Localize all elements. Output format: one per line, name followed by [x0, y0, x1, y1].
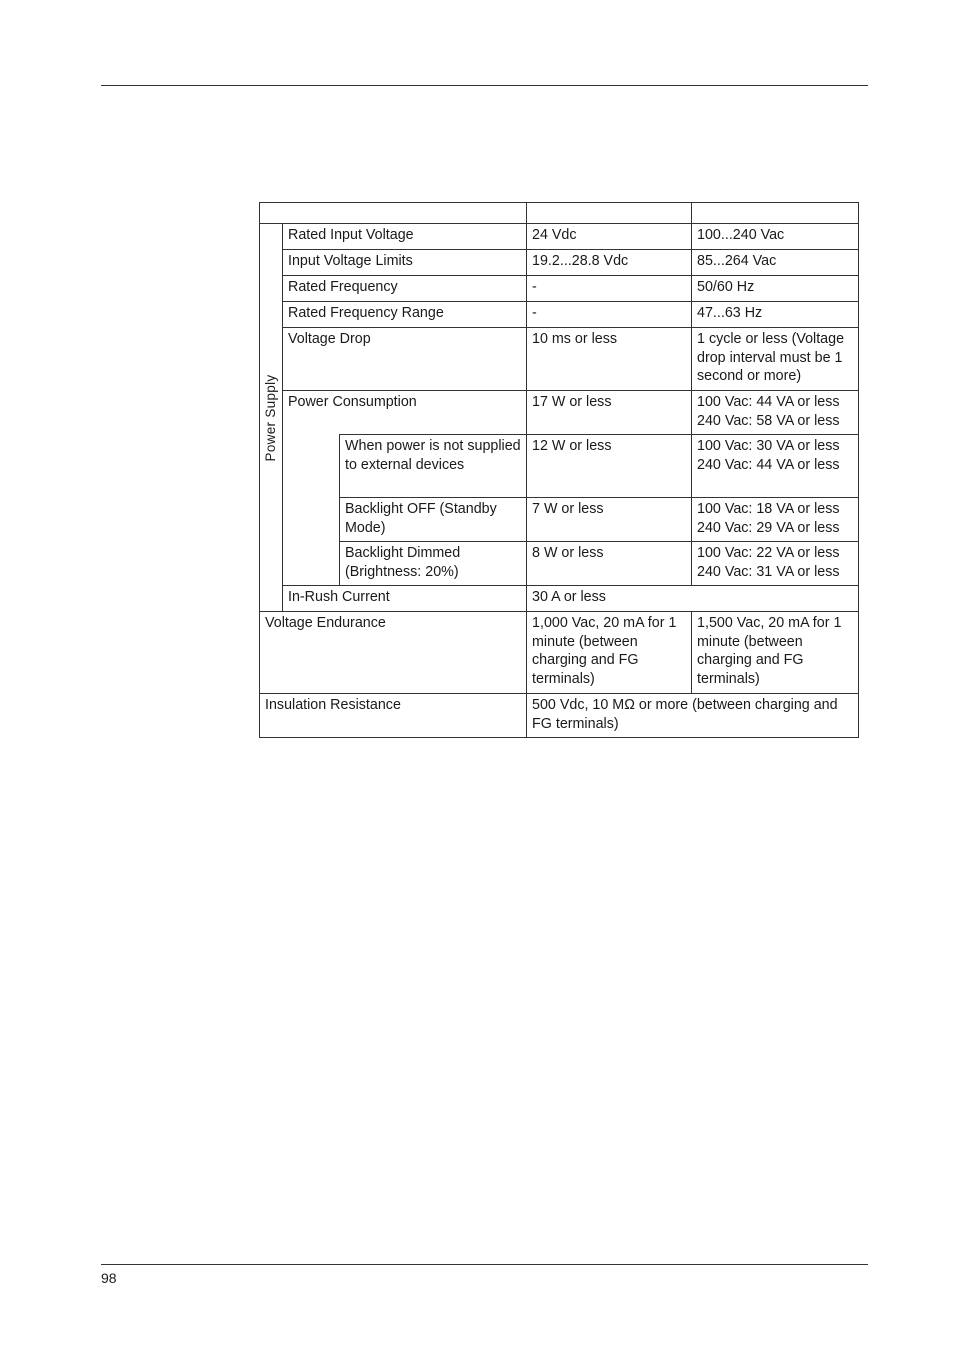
table-row [260, 328, 859, 391]
table-row [260, 302, 859, 328]
table-row [260, 586, 859, 612]
row-label: Rated Frequency [283, 276, 527, 302]
ac-line: 240 Vac: 58 VA or less [697, 412, 840, 429]
footer-rule [101, 1264, 868, 1265]
row-dc-value: 17 W or less [527, 391, 692, 435]
row-ac-value [692, 391, 859, 435]
table-row [260, 224, 859, 250]
table-subrow [260, 435, 859, 498]
row-ac-value: 100...240 Vac [692, 224, 859, 250]
table-row [260, 276, 859, 302]
table-row [260, 612, 859, 694]
table-row [260, 250, 859, 276]
row-label: In-Rush Current [283, 586, 527, 612]
indent-cell [283, 435, 340, 498]
row-ac-value: 1 cycle or less (Voltage drop interval must be 1 second or more) [692, 328, 859, 391]
row-label: Voltage Drop [283, 328, 527, 391]
subrow-dc-value: 8 W or less [527, 542, 692, 586]
table-subrow [260, 542, 859, 586]
row-label: Power Consumption [283, 391, 527, 435]
subrow-dc-value: 12 W or less [527, 435, 692, 498]
indent-cell [283, 542, 340, 586]
row-dc-value: 1,000 Vac, 20 mA for 1 minute (between charging and FG terminals) [527, 612, 692, 694]
row-ac-value: 1,500 Vac, 20 mA for 1 minute (between charging and FG terminals) [692, 612, 859, 694]
header-cell-item [260, 203, 527, 224]
subrow-dc-value: 7 W or less [527, 498, 692, 542]
row-label: Rated Input Voltage [283, 224, 527, 250]
row-dc-value: 10 ms or less [527, 328, 692, 391]
subrow-ac-value [692, 435, 859, 498]
subrow-label: When power is not supplied to external devices [340, 435, 527, 498]
ac-line: 240 Vac: 44 VA or less [697, 456, 840, 473]
ac-line: 100 Vac: 30 VA or less [697, 438, 840, 454]
subrow-label: Backlight Dimmed (Brightness: 20%) [340, 542, 527, 586]
row-ac-value: 85...264 Vac [692, 250, 859, 276]
indent-cell [283, 498, 340, 542]
row-dc-value: - [527, 302, 692, 328]
table-header-row [260, 203, 859, 224]
page-number: 98 [101, 1270, 117, 1286]
header-rule [101, 85, 868, 86]
ac-line: 240 Vac: 31 VA or less [697, 563, 840, 580]
ac-line: 100 Vac: 18 VA or less [697, 501, 840, 517]
ac-line: 100 Vac: 22 VA or less [697, 545, 840, 561]
row-dc-value: - [527, 276, 692, 302]
row-ac-value: 50/60 Hz [692, 276, 859, 302]
row-dc-value: 24 Vdc [527, 224, 692, 250]
row-value: 500 Vdc, 10 MΩ or more (between charging and FG terminals) [527, 694, 859, 738]
row-dc-value: 19.2...28.8 Vdc [527, 250, 692, 276]
table-subrow [260, 498, 859, 542]
group-label: Power Supply [262, 374, 278, 461]
table-row [260, 694, 859, 738]
header-cell-ac [692, 203, 859, 224]
power-supply-spec-table [259, 202, 859, 738]
row-label: Insulation Resistance [260, 694, 527, 738]
subrow-ac-value [692, 498, 859, 542]
subrow-label: Backlight OFF (Standby Mode) [340, 498, 527, 542]
row-label: Rated Frequency Range [283, 302, 527, 328]
subrow-ac-value [692, 542, 859, 586]
header-cell-dc [527, 203, 692, 224]
ac-line: 100 Vac: 44 VA or less [697, 394, 840, 410]
row-value: 30 A or less [527, 586, 859, 612]
group-label-cell [260, 224, 283, 612]
row-label: Input Voltage Limits [283, 250, 527, 276]
table-row [260, 391, 859, 435]
row-ac-value: 47...63 Hz [692, 302, 859, 328]
ac-line: 240 Vac: 29 VA or less [697, 519, 840, 536]
row-label: Voltage Endurance [260, 612, 527, 694]
